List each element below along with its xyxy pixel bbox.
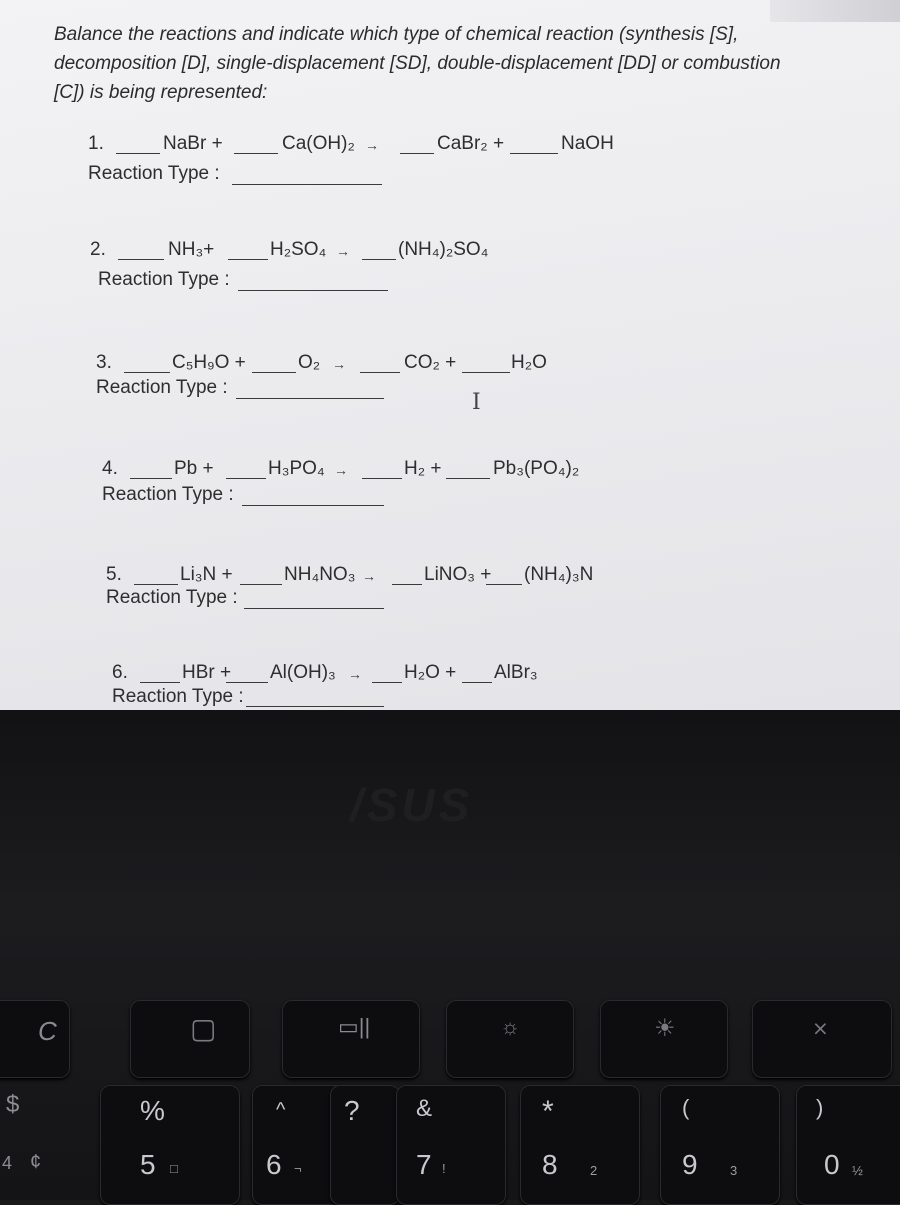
reactant-2: H₃PO₄ [268, 458, 325, 479]
product-2: H₂O [511, 352, 547, 373]
problem-number: 6. [112, 662, 128, 683]
reaction-arrow: → [334, 462, 348, 478]
key-sub-label: ¬ [294, 1161, 302, 1176]
key-0[interactable] [796, 1085, 900, 1205]
key-sub-label: 2 [590, 1163, 598, 1178]
cent-key-label: ¢ [30, 1151, 42, 1173]
key-top-label: ) [816, 1095, 824, 1120]
coefficient-blank[interactable] [510, 153, 558, 154]
problem-number: 3. [96, 352, 112, 373]
reaction-type-answer-line[interactable] [236, 398, 384, 399]
brightness-down-key[interactable] [446, 1000, 574, 1078]
key-top-label: % [140, 1095, 165, 1126]
problem-number: 5. [106, 564, 122, 585]
coefficient-blank[interactable] [372, 682, 402, 683]
reactant-2: NH₄NO₃ [284, 564, 356, 585]
coefficient-blank[interactable] [362, 259, 396, 260]
reactant-2: Al(OH)₃ [270, 662, 336, 683]
coefficient-blank[interactable] [130, 478, 172, 479]
reactant-1: NaBr + [163, 133, 223, 154]
coefficient-blank[interactable] [462, 372, 510, 373]
key-bottom-label: 6 [266, 1149, 282, 1180]
reactant-1: NH₃+ [168, 239, 215, 260]
reactant-2: O₂ [298, 352, 321, 373]
key-top-label: ^ [276, 1099, 286, 1121]
mute-icon: ⨯ [812, 1018, 829, 1040]
coefficient-blank[interactable] [360, 372, 400, 373]
coefficient-blank[interactable] [228, 259, 268, 260]
reaction-arrow: → [332, 356, 346, 372]
reaction-arrow: → [336, 243, 350, 259]
coefficient-blank[interactable] [392, 584, 422, 585]
screen-icon: ▢ [190, 1013, 217, 1044]
coefficient-blank[interactable] [240, 584, 282, 585]
product-2: AlBr₃ [494, 662, 538, 683]
reaction-type-label: Reaction Type : [112, 686, 244, 707]
reaction-type-label: Reaction Type : [106, 587, 238, 608]
coefficient-blank[interactable] [134, 584, 178, 585]
reaction-type-answer-line[interactable] [242, 505, 384, 506]
brightness-down-icon: ☼ [500, 1014, 521, 1039]
four-key-label: 4 [2, 1153, 13, 1173]
product-1: H₂ + [404, 458, 442, 479]
reaction-type-answer-line[interactable] [246, 706, 384, 707]
key-bottom-label: 9 [682, 1149, 698, 1180]
text-cursor-icon: I [472, 390, 481, 415]
coefficient-blank[interactable] [446, 478, 490, 479]
function-key-row [0, 1000, 900, 1080]
reaction-arrow: → [362, 568, 376, 584]
product-1: LiNO₃ + [424, 564, 492, 585]
key-bottom-label: 8 [542, 1149, 558, 1180]
reactant-1: C₅H₉O + [172, 352, 246, 373]
product-2: (NH₄)₃N [524, 564, 594, 585]
screen-key[interactable] [130, 1000, 250, 1078]
key-bottom-label: 5 [140, 1149, 156, 1180]
reaction-type-label: Reaction Type : [102, 484, 234, 505]
product-2: NaOH [561, 133, 614, 154]
problem-number: 4. [102, 458, 118, 479]
key-8[interactable] [520, 1085, 640, 1205]
key-bottom-label: 7 [416, 1149, 432, 1180]
coefficient-blank[interactable] [116, 153, 160, 154]
key-9[interactable] [660, 1085, 780, 1205]
reactant-1: HBr + [182, 662, 232, 683]
reactant-1: Li₃N + [180, 564, 233, 585]
product-2: Pb₃(PO₄)₂ [493, 458, 580, 479]
reaction-arrow: → [348, 666, 362, 682]
reaction-type-label: Reaction Type : [96, 377, 228, 398]
refresh-key[interactable] [0, 1000, 70, 1078]
key-sub-label: ! [442, 1161, 446, 1176]
product-1: CaBr₂ + [437, 133, 505, 154]
reaction-type-label: Reaction Type : [98, 269, 230, 290]
product-1: CO₂ + [404, 352, 457, 373]
product-1: (NH₄)₂SO₄ [398, 239, 489, 260]
coefficient-blank[interactable] [124, 372, 170, 373]
key-sub-label: □ [170, 1161, 178, 1176]
coefficient-blank[interactable] [140, 682, 180, 683]
problem-number: 2. [90, 239, 106, 260]
coefficient-blank[interactable] [234, 153, 278, 154]
window-switch-icon: ▭|| [338, 1014, 371, 1039]
coefficient-blank[interactable] [400, 153, 434, 154]
worksheet-instructions: Balance the reactions and indicate which type of chemical reaction (synthesis [S], decomposition [D], single-displacement [SD], double-displacement [DD] or combustion [C]) is being represented: [54, 24, 781, 103]
key-question[interactable] [330, 1085, 400, 1205]
coefficient-blank[interactable] [252, 372, 296, 373]
reaction-type-answer-line[interactable] [238, 290, 388, 291]
reactant-1: Pb + [174, 458, 214, 479]
refresh-icon: C [38, 1016, 57, 1046]
reaction-type-answer-line[interactable] [244, 608, 384, 609]
mute-key[interactable] [752, 1000, 892, 1078]
reactant-2: Ca(OH)₂ [282, 133, 355, 154]
coefficient-blank[interactable] [226, 478, 266, 479]
reactant-2: H₂SO₄ [270, 239, 327, 260]
coefficient-blank[interactable] [462, 682, 492, 683]
key-top-label: & [416, 1095, 433, 1122]
number-key-row [0, 1085, 900, 1200]
coefficient-blank[interactable] [362, 478, 402, 479]
problem-number: 1. [88, 133, 104, 154]
coefficient-blank[interactable] [486, 584, 522, 585]
window-switch-key[interactable] [282, 1000, 420, 1078]
brightness-up-key[interactable] [600, 1000, 728, 1078]
brightness-up-icon: ☀ [654, 1015, 676, 1042]
dollar-key-label: $ [6, 1091, 20, 1118]
reaction-arrow: → [365, 137, 379, 153]
key-top-label: ( [682, 1095, 690, 1120]
key-bottom-label: 0 [824, 1149, 840, 1180]
product-1: H₂O + [404, 662, 457, 683]
reaction-type-answer-line[interactable] [232, 184, 382, 185]
key-5[interactable] [100, 1085, 240, 1205]
brand-logo: /SUS [350, 779, 474, 831]
coefficient-blank[interactable] [118, 259, 164, 260]
coefficient-blank[interactable] [226, 682, 268, 683]
reaction-type-label: Reaction Type : [88, 163, 220, 184]
key-top-label: * [542, 1095, 554, 1128]
key-sub-label: ½ [852, 1163, 863, 1178]
key-sub-label: 3 [730, 1163, 738, 1178]
key-7[interactable] [396, 1085, 506, 1205]
key-top-label: ? [344, 1095, 360, 1126]
